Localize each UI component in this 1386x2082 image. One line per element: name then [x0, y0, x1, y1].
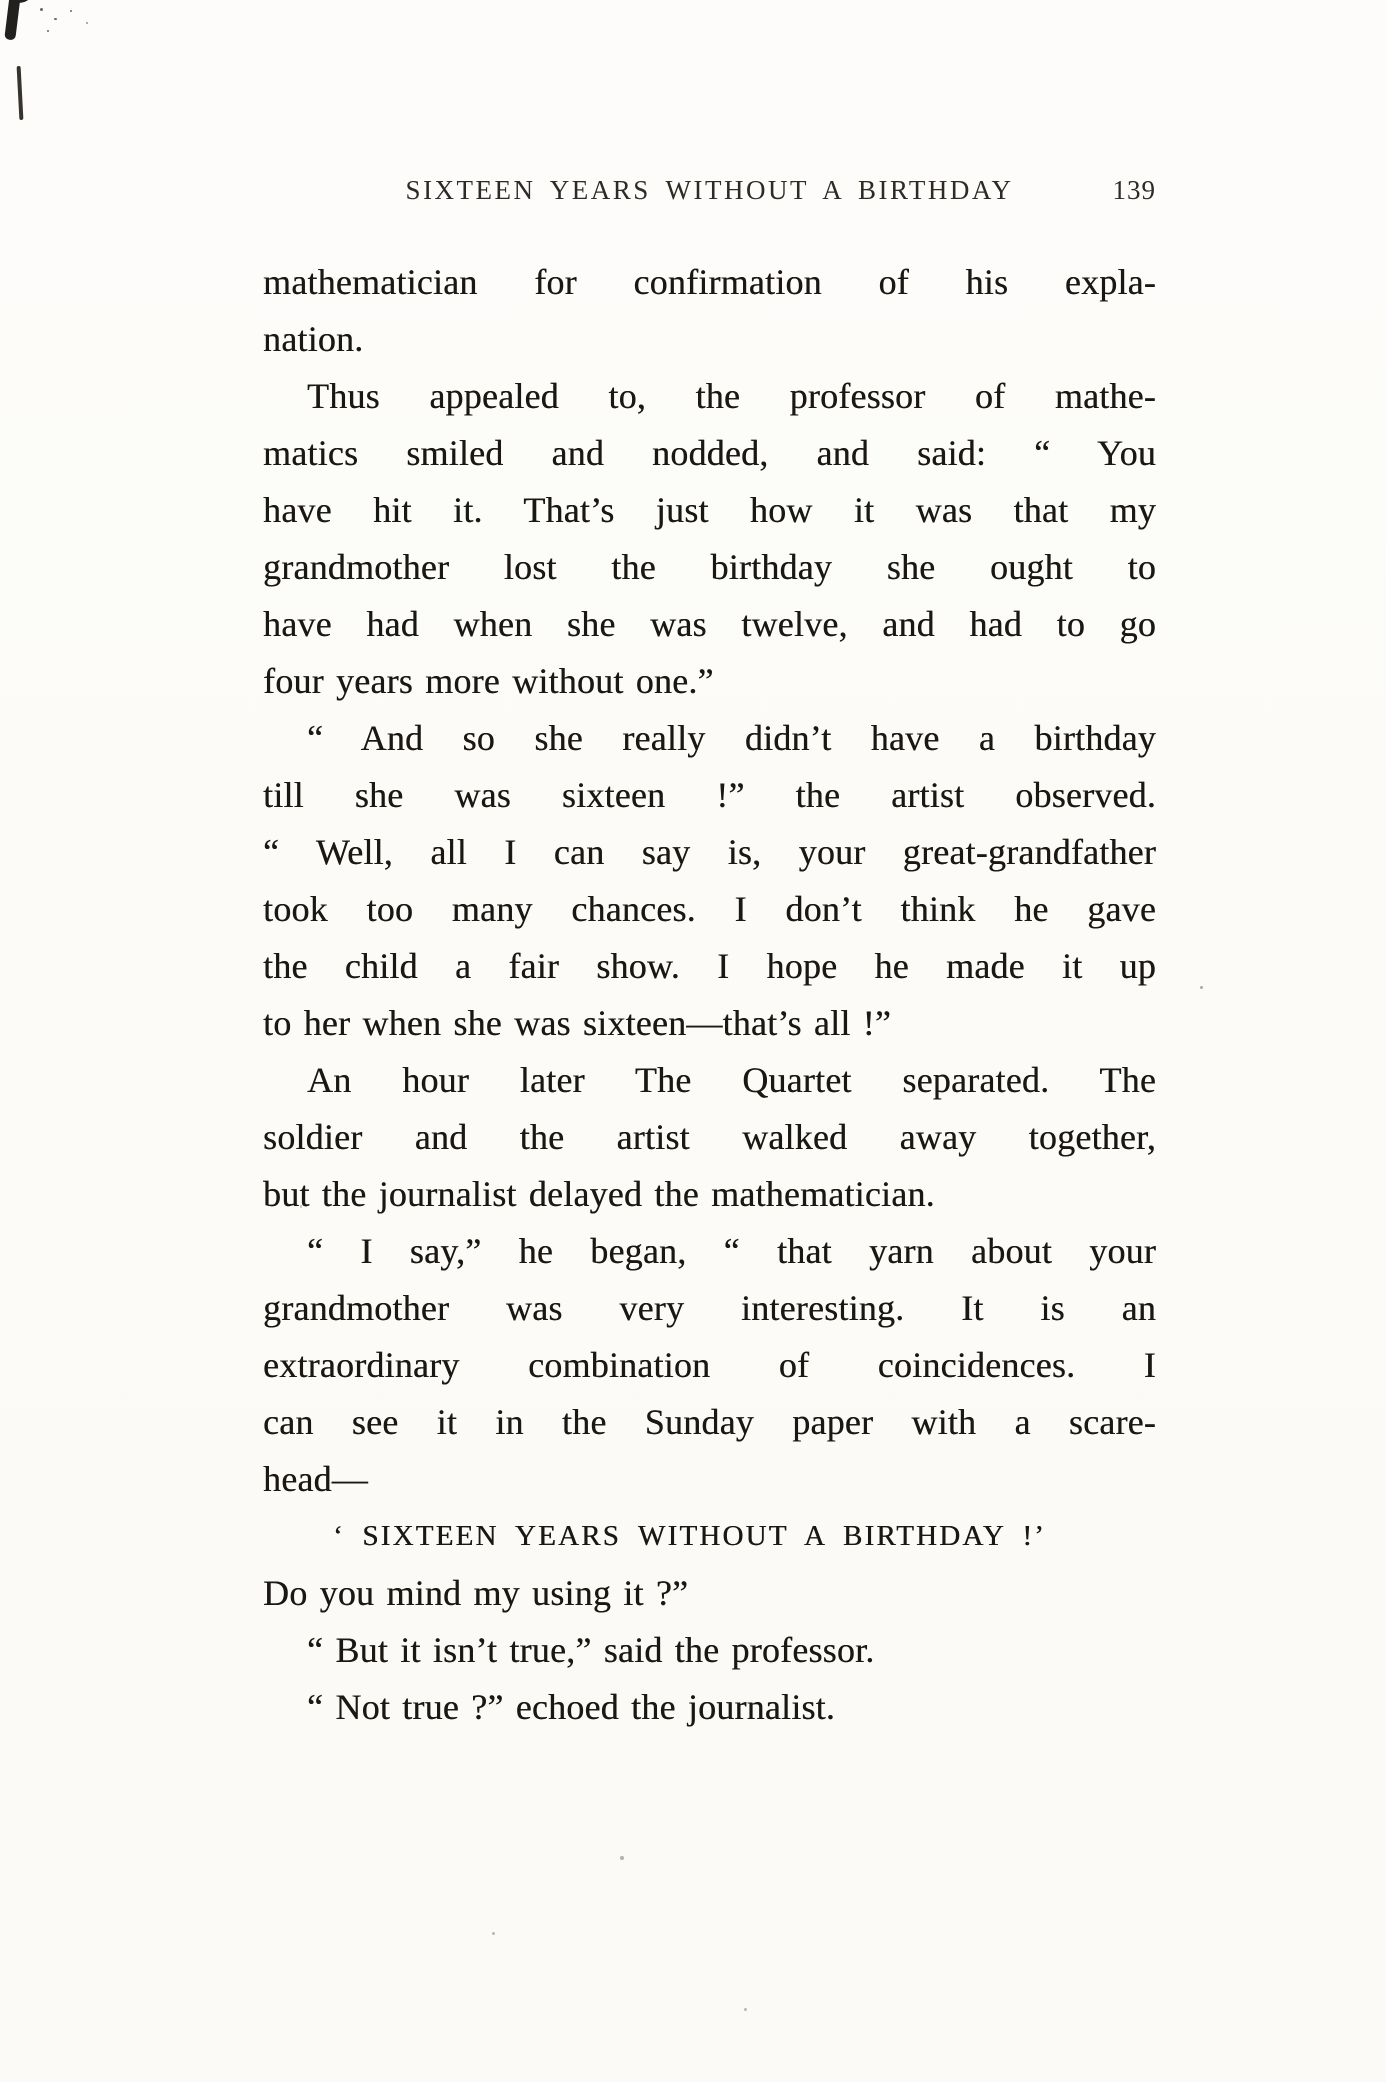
text-line: nation.	[263, 319, 364, 359]
text-line: but the journalist delayed the mathematician.	[263, 1174, 935, 1214]
text-line: grandmother was very interesting. It is an	[263, 1288, 1156, 1328]
text-line: mathematician for confirmation of his expla-	[263, 262, 1156, 302]
scan-speck	[40, 8, 43, 11]
scan-speck	[86, 22, 88, 24]
text-block	[263, 170, 1156, 1736]
text-line: An hour later The Quartet separated. The	[307, 1060, 1156, 1100]
text-line: have hit it. That’s just how it was that my	[263, 490, 1156, 530]
text-line: four years more without one.”	[263, 661, 714, 701]
page-header	[263, 170, 1156, 210]
text-line: extraordinary combination of coincidences. I	[263, 1345, 1156, 1385]
text-line: soldier and the artist walked away together,	[263, 1117, 1156, 1157]
scan-speck	[47, 30, 49, 32]
text-line: the child a fair show. I hope he made it up	[263, 946, 1156, 986]
running-title: SIXTEEN YEARS WITHOUT A BIRTHDAY	[405, 175, 1014, 205]
text-line: “ And so she really didn’t have a birthday	[307, 718, 1156, 758]
scan-speck	[70, 10, 72, 12]
text-line: took too many chances. I don’t think he gave	[263, 889, 1156, 929]
text-line: till she was sixteen !” the artist observed.	[263, 775, 1156, 815]
text-line: head—	[263, 1459, 368, 1499]
text-line: Thus appealed to, the professor of mathe-	[307, 376, 1156, 416]
scan-artifact-blob	[4, 0, 21, 40]
scan-artifact-stroke	[17, 66, 24, 120]
text-line: can see it in the Sunday paper with a scare-	[263, 1402, 1156, 1442]
text-line: have had when she was twelve, and had to go	[263, 604, 1156, 644]
scan-speck	[620, 1856, 624, 1860]
scarehead-line: ‘ SIXTEEN YEARS WITHOUT A BIRTHDAY !’	[333, 1520, 1047, 1552]
text-line: “ Not true ?” echoed the journalist.	[307, 1687, 836, 1727]
text-line: “ But it isn’t true,” said the professor.	[307, 1630, 875, 1670]
scan-speck	[492, 1932, 495, 1935]
scan-speck	[744, 2008, 747, 2011]
page-number: 139	[1112, 175, 1156, 205]
scan-speck	[1200, 986, 1203, 989]
body-text	[263, 254, 1156, 1736]
text-line: “ I say,” he began, “ that yarn about your	[307, 1231, 1156, 1271]
scan-speck	[54, 18, 57, 20]
text-line: Do you mind my using it ?”	[263, 1573, 689, 1613]
text-line: grandmother lost the birthday she ought to	[263, 547, 1156, 587]
text-line: “ Well, all I can say is, your great-grandfather	[263, 832, 1156, 872]
text-line: to her when she was sixteen—that’s all !”	[263, 1003, 892, 1043]
text-line: matics smiled and nodded, and said: “ You	[263, 433, 1156, 473]
